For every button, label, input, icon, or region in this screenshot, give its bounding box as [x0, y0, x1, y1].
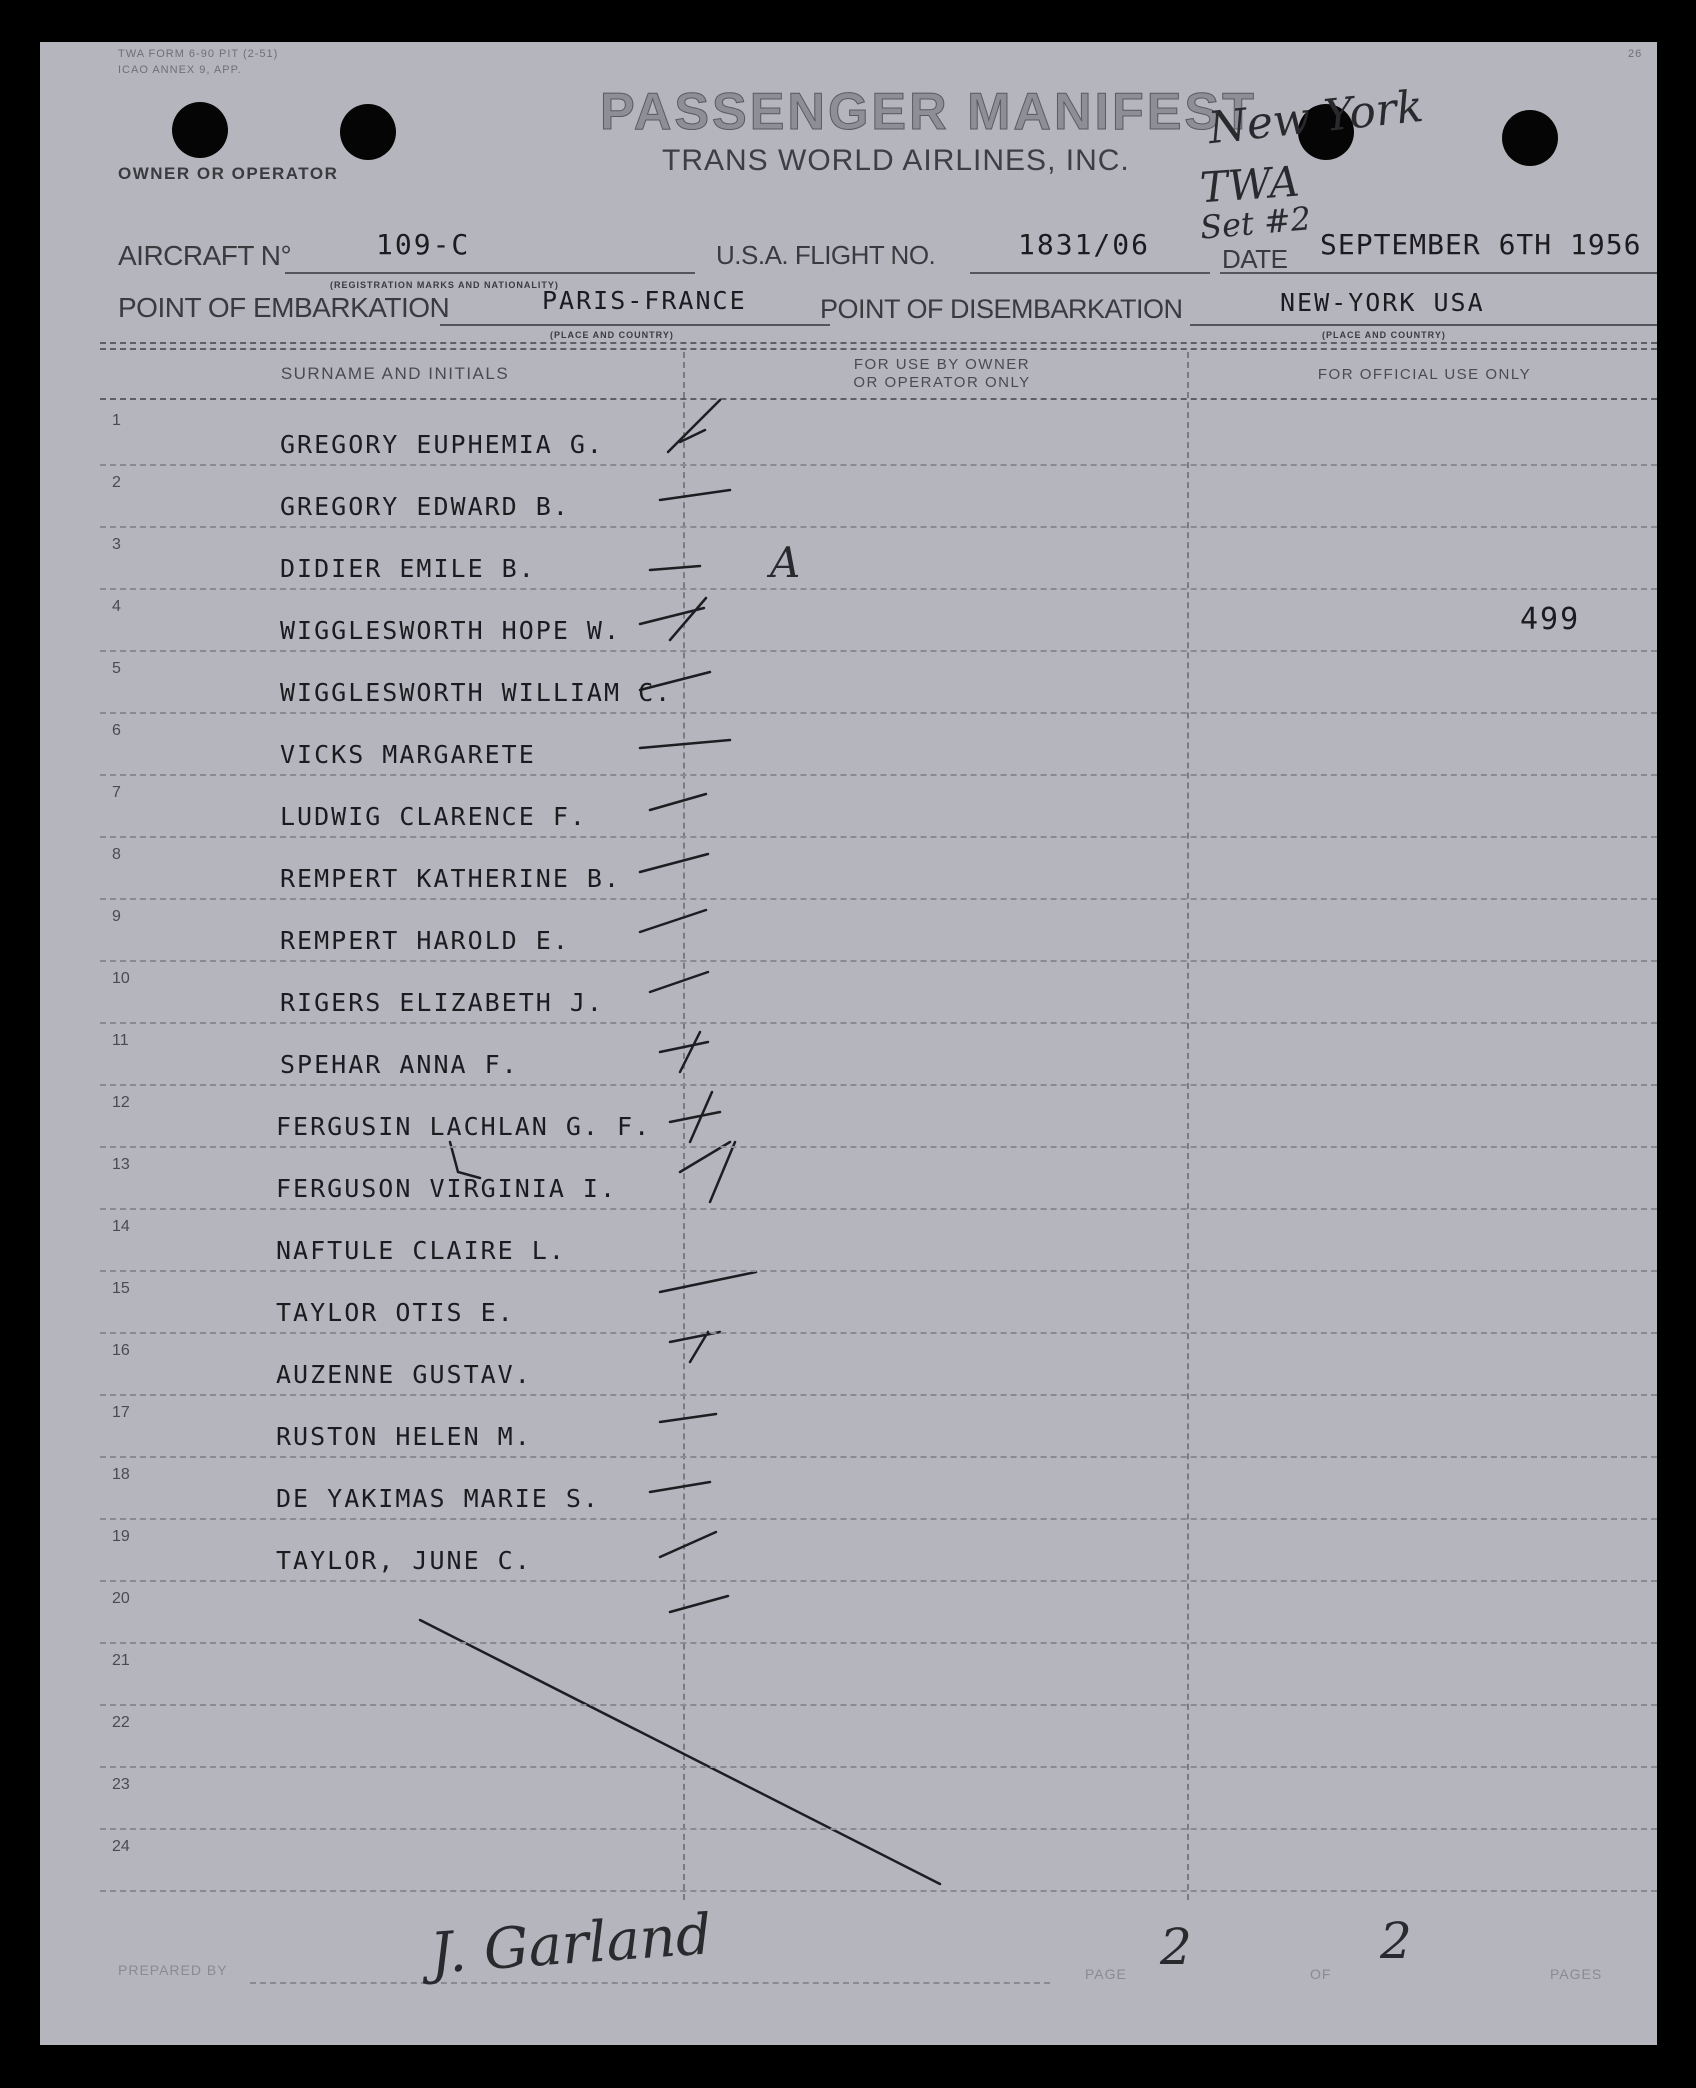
- row-divider: [100, 960, 1657, 962]
- form-number-2: ICAO ANNEX 9, APP.: [118, 64, 242, 76]
- row-number: 18: [112, 1466, 130, 1483]
- owner-label: OWNER OR OPERATOR: [118, 164, 339, 183]
- row-divider: [100, 898, 1657, 900]
- row-divider: [100, 1270, 1657, 1272]
- handwritten-city: New York: [1205, 80, 1426, 155]
- check-mark: [670, 1092, 720, 1142]
- check-mark: [640, 598, 706, 640]
- page-title: PASSENGER MANIFEST: [600, 83, 1257, 141]
- of-value: 2: [1380, 1912, 1412, 1970]
- row-divider: [100, 1580, 1657, 1582]
- passenger-name: FERGUSIN LACHLAN G. F.: [276, 1112, 652, 1141]
- form-number: TWA FORM 6-90 PIT (2-51): [118, 48, 279, 60]
- signature: J. Garland: [428, 1902, 714, 1987]
- row-number: 20: [112, 1590, 130, 1607]
- row-number: 22: [112, 1714, 130, 1731]
- passenger-name: GREGORY EDWARD B.: [280, 492, 570, 521]
- row-divider: [100, 1704, 1657, 1706]
- passenger-name: GREGORY EUPHEMIA G.: [280, 430, 604, 459]
- check-mark: [640, 854, 708, 872]
- check-mark: [660, 1532, 716, 1557]
- row-divider: [100, 1208, 1657, 1210]
- check-mark: [668, 400, 720, 452]
- row-number: 15: [112, 1280, 130, 1297]
- passenger-name: SPEHAR ANNA F.: [280, 1050, 519, 1079]
- row-divider: [100, 712, 1657, 714]
- embark-value: PARIS-FRANCE: [542, 286, 747, 315]
- flight-label: U.S.A. FLIGHT NO.: [716, 240, 936, 270]
- row-number: 3: [112, 536, 121, 553]
- row-divider: [100, 1146, 1657, 1148]
- row-number: 13: [112, 1156, 130, 1173]
- prepared-label: PREPARED BY: [118, 1962, 228, 1978]
- check-mark: [670, 1332, 720, 1362]
- aircraft-value: 109-C: [376, 228, 471, 261]
- row-number: 5: [112, 660, 121, 677]
- check-mark: [650, 972, 708, 992]
- passenger-name: RIGERS ELIZABETH J.: [280, 988, 604, 1017]
- passenger-name: TAYLOR, JUNE C.: [276, 1546, 532, 1575]
- row-divider: [100, 588, 1657, 590]
- disembark-value: NEW-YORK USA: [1280, 288, 1485, 317]
- check-mark: [640, 910, 706, 932]
- row-number: 12: [112, 1094, 130, 1111]
- row-number: 19: [112, 1528, 130, 1545]
- check-mark: [660, 1032, 708, 1072]
- check-mark: [650, 1482, 710, 1492]
- handwritten-code: TWA: [1198, 156, 1302, 213]
- row-number: 7: [112, 784, 121, 801]
- row-divider: [100, 1890, 1657, 1892]
- of-label: OF: [1310, 1966, 1332, 1982]
- owner-mark: A: [770, 538, 801, 587]
- sheet-code: 26: [1628, 48, 1643, 60]
- page-label: PAGE: [1085, 1966, 1127, 1982]
- row-divider: [100, 1828, 1657, 1830]
- row-divider: [100, 1332, 1657, 1334]
- passenger-name: REMPERT HAROLD E.: [280, 926, 570, 955]
- column-header-owner-2: OR OPERATOR ONLY: [853, 374, 1031, 391]
- row-divider: [100, 1394, 1657, 1396]
- row-divider: [100, 1084, 1657, 1086]
- row-divider: [100, 464, 1657, 466]
- passenger-name: DIDIER EMILE B.: [280, 554, 536, 583]
- disembark-caption: (PLACE AND COUNTRY): [1322, 330, 1446, 340]
- row-number: 14: [112, 1218, 130, 1235]
- row-number: 10: [112, 970, 130, 987]
- disembark-label: POINT OF DISEMBARKATION: [820, 294, 1183, 324]
- row-number: 16: [112, 1342, 130, 1359]
- row-divider: [100, 1642, 1657, 1644]
- column-header-owner-1: FOR USE BY OWNER: [853, 356, 1031, 373]
- date-value: SEPTEMBER 6TH 1956: [1320, 228, 1642, 261]
- passenger-name: WIGGLESWORTH HOPE W.: [280, 616, 622, 645]
- row-divider: [100, 836, 1657, 838]
- row-number: 24: [112, 1838, 130, 1855]
- row-divider: [100, 650, 1657, 652]
- check-mark: [660, 1272, 756, 1292]
- column-header-name: SURNAME AND INITIALS: [280, 364, 510, 383]
- embark-caption: (PLACE AND COUNTRY): [550, 330, 674, 340]
- passenger-name: LUDWIG CLARENCE F.: [280, 802, 587, 831]
- row-number: 21: [112, 1652, 130, 1669]
- manifest-sheet: [40, 42, 1657, 2045]
- passenger-name: TAYLOR OTIS E.: [276, 1298, 515, 1327]
- airline-name: TRANS WORLD AIRLINES, INC.: [662, 144, 1130, 177]
- passenger-name: WIGGLESWORTH WILLIAM C.: [280, 678, 673, 707]
- pen-marks: [40, 42, 1657, 2045]
- date-label: DATE: [1222, 244, 1288, 274]
- column-header-official: FOR OFFICIAL USE ONLY: [1317, 366, 1532, 383]
- row-number: 11: [112, 1032, 129, 1049]
- embark-label: POINT OF EMBARKATION: [118, 292, 450, 323]
- check-mark: [640, 740, 730, 748]
- passenger-name: FERGUSON VIRGINIA I.: [276, 1174, 618, 1203]
- pages-label: PAGES: [1550, 1966, 1603, 1982]
- row-divider: [100, 774, 1657, 776]
- handwritten-set: Set #2: [1198, 199, 1313, 247]
- prepared-line: [250, 1982, 1050, 1984]
- flight-value: 1831/06: [1018, 228, 1151, 261]
- row-divider: [100, 1518, 1657, 1520]
- row-number: 6: [112, 722, 121, 739]
- row-number: 8: [112, 846, 121, 863]
- check-mark: [660, 1414, 716, 1422]
- passenger-name: REMPERT KATHERINE B.: [280, 864, 622, 893]
- row-divider: [100, 1766, 1657, 1768]
- passenger-name: VICKS MARGARETE: [280, 740, 536, 769]
- check-mark: [680, 1142, 735, 1202]
- row-divider: [100, 1456, 1657, 1458]
- aircraft-label: AIRCRAFT N°: [118, 240, 292, 271]
- check-mark: [670, 1596, 728, 1612]
- passenger-name: DE YAKIMAS MARIE S.: [276, 1484, 600, 1513]
- cancel-stroke: [420, 1620, 940, 1884]
- page-value: 2: [1160, 1918, 1192, 1976]
- row-divider: [100, 1022, 1657, 1024]
- row-number: 2: [112, 474, 121, 491]
- passenger-name: AUZENNE GUSTAV.: [276, 1360, 532, 1389]
- row-number: 4: [112, 598, 121, 615]
- official-note: 499: [1520, 602, 1581, 637]
- passenger-name: RUSTON HELEN M.: [276, 1422, 532, 1451]
- check-mark: [650, 794, 706, 810]
- row-number: 17: [112, 1404, 130, 1421]
- passenger-name: NAFTULE CLAIRE L.: [276, 1236, 566, 1265]
- row-divider: [100, 526, 1657, 528]
- registration-caption: (REGISTRATION MARKS AND NATIONALITY): [330, 280, 559, 290]
- row-number: 1: [112, 412, 121, 429]
- row-number: 23: [112, 1776, 130, 1793]
- check-mark: [650, 566, 700, 570]
- check-mark: [660, 490, 730, 500]
- row-number: 9: [112, 908, 121, 925]
